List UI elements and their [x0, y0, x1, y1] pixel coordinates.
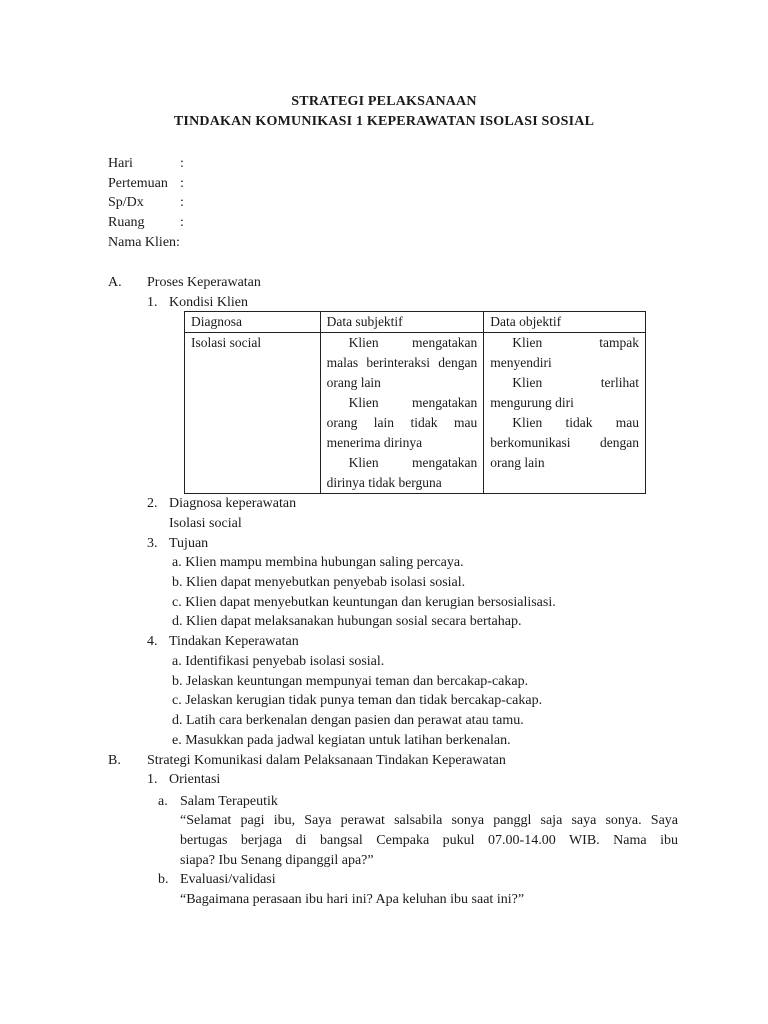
item-title-diagnosa: Diagnosa keperawatan [169, 496, 297, 511]
sub-item-title-salam: Salam Terapeutik [180, 794, 278, 809]
table-cell-diagnosa: Isolasi social [185, 333, 321, 494]
table-cell-objektif [484, 333, 646, 494]
objective-data-item: Klien tampak menyendiri [490, 335, 639, 370]
table-header-row [185, 312, 646, 333]
objective-data-item: Klien terlihat mengurung diri [490, 375, 639, 410]
field-spdx [108, 193, 308, 213]
salam-terapeutik-quote [180, 811, 678, 871]
list-item: d. Klien dapat melaksanakan hubungan sosial secara bertahap. [172, 614, 522, 629]
field-nama-klien [108, 233, 308, 253]
item-title-tindakan: Tindakan Keperawatan [169, 634, 299, 649]
section-b-marker: B. [108, 753, 121, 768]
section-b-title: Strategi Komunikasi dalam Pelaksanaan Tindakan Keperawatan [147, 753, 506, 768]
document-title: STRATEGI PELAKSANAAN [291, 94, 477, 109]
list-item: a. Klien mampu membina hubungan saling percaya. [172, 555, 464, 570]
item-number: 1. [147, 295, 158, 310]
list-item: e. Masukkan pada jadwal kegiatan untuk latihan berkenalan. [172, 733, 511, 748]
table-row [185, 333, 646, 494]
section-a-title: Proses Keperawatan [147, 275, 261, 290]
item-title-orientasi: Orientasi [169, 772, 221, 787]
sub-item-marker: b. [158, 872, 169, 887]
field-label: Sp/Dx [108, 195, 144, 210]
list-item: c. Klien dapat menyebutkan keuntungan dan kerugian bersosialisasi. [172, 595, 556, 610]
item-number: 4. [147, 634, 158, 649]
objective-data-item: Klien tidak mau berkomunikasi dengan orang lain [490, 415, 639, 470]
sub-item-marker: a. [158, 794, 168, 809]
table-header-cell: Data objektif [484, 312, 646, 333]
document-subtitle: TINDAKAN KOMUNIKASI 1 KEPERAWATAN ISOLASI SOSIAL [173, 114, 595, 129]
subjective-data-item: Klien mengatakan malas berinteraksi dengan orang lain [326, 335, 478, 390]
diagnosa-value: Isolasi social [169, 516, 242, 531]
list-item: d. Latih cara berkenalan dengan pasien dan perawat atau tamu. [172, 713, 524, 728]
subjective-data-item: Klien mengatakan dirinya tidak berguna [326, 455, 478, 490]
field-hari [108, 154, 308, 174]
field-separator: : [180, 176, 184, 191]
quote-line: bertugas berjaga di bangsal Cempaka pukul 07.00-14.00 WIB. Nama ibu [180, 833, 678, 848]
field-label: Nama Klien: [108, 235, 180, 250]
field-label: Pertemuan [108, 176, 168, 191]
item-title-tujuan: Tujuan [169, 536, 209, 551]
quote-line: “Selamat pagi ibu, Saya perawat salsabila sonya panggl saja saya sonya. Saya [180, 813, 678, 828]
table-cell-subjektif [320, 333, 484, 494]
table-header-cell: Data subjektif [320, 312, 484, 333]
field-label: Hari [108, 156, 133, 171]
list-item: a. Identifikasi penyebab isolasi sosial. [172, 654, 385, 669]
subjective-data-item: Klien mengatakan orang lain tidak mau menerima dirinya [326, 395, 478, 450]
table-header-cell: Diagnosa [185, 312, 321, 333]
field-label: Ruang [108, 215, 145, 230]
field-ruang [108, 213, 308, 233]
field-separator: : [180, 156, 184, 171]
item-number: 1. [147, 772, 158, 787]
field-pertemuan [108, 174, 308, 194]
kondisi-klien-table [184, 311, 646, 494]
quote-line: siapa? Ibu Senang dipanggil apa?” [180, 853, 374, 868]
field-separator: : [180, 215, 184, 230]
item-title-kondisi-klien: Kondisi Klien [169, 295, 248, 310]
evaluasi-quote: “Bagaimana perasaan ibu hari ini? Apa keluhan ibu saat ini?” [180, 892, 525, 907]
list-item: c. Jelaskan kerugian tidak punya teman dan tidak bercakap-cakap. [172, 693, 543, 708]
item-number: 3. [147, 536, 158, 551]
item-number: 2. [147, 496, 158, 511]
section-a-marker: A. [108, 275, 122, 290]
list-item: b. Jelaskan keuntungan mempunyai teman dan bercakap-cakap. [172, 674, 529, 689]
sub-item-title-evaluasi: Evaluasi/validasi [180, 872, 276, 887]
list-item: b. Klien dapat menyebutkan penyebab isolasi sosial. [172, 575, 466, 590]
field-separator: : [180, 195, 184, 210]
